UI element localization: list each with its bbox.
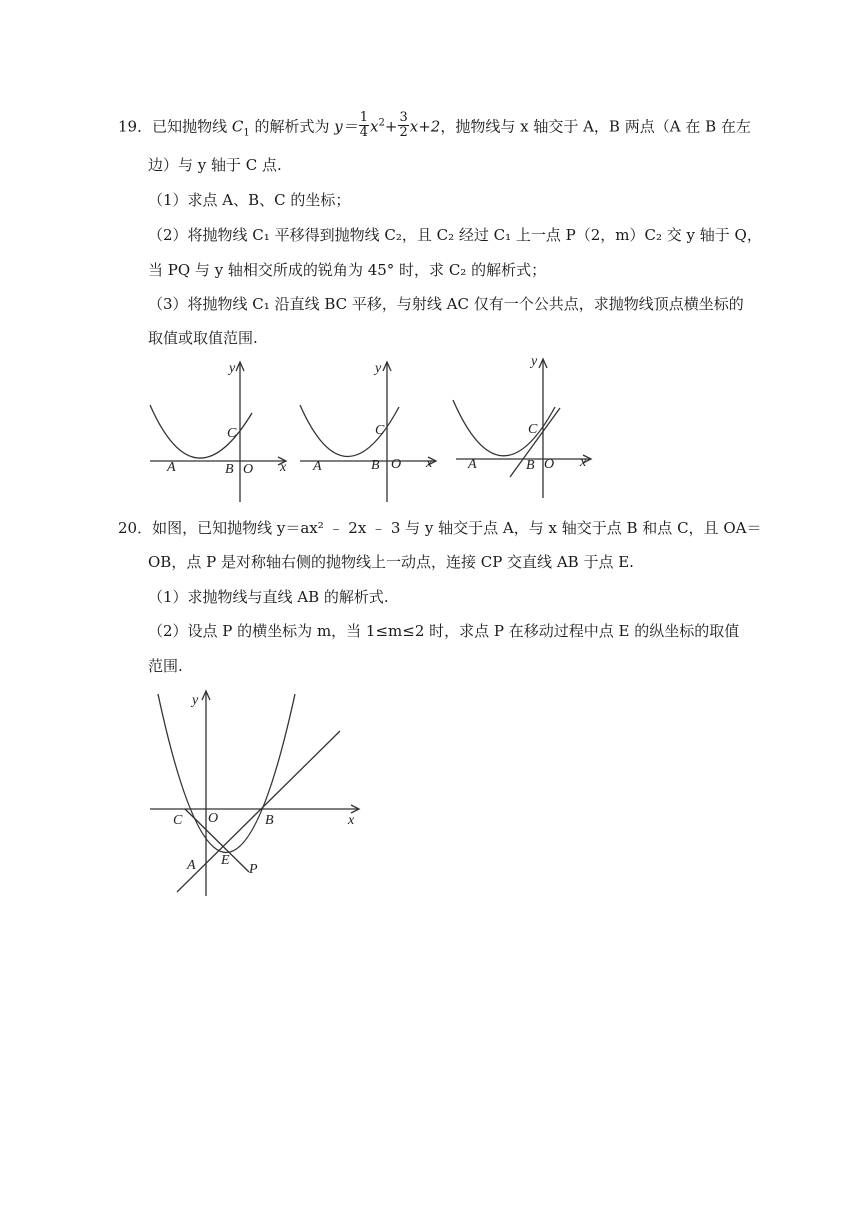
label-b: B (265, 813, 274, 828)
q20-figure (140, 686, 370, 901)
label-p: P (249, 862, 258, 877)
label-y: y (192, 693, 199, 708)
label-c: C (227, 426, 237, 441)
q19-part-3a: （3）将抛物线 C₁ 沿直线 BC 平移，与射线 AC 仅有一个公共点，求抛物线顶点横坐标的 (148, 295, 744, 313)
label-e: E (221, 853, 230, 868)
label-a: A (167, 460, 176, 475)
label-a: A (313, 459, 322, 474)
label-o: O (243, 462, 254, 477)
label-o: O (391, 457, 402, 472)
q20-line-2: OB，点 P 是对称轴右侧的抛物线上一动点，连接 CP 交直线 AB 于点 E. (148, 553, 634, 571)
label-y: y (375, 361, 382, 376)
q19-number: 19． (118, 117, 153, 136)
q19-part-3b: 取值或取值范围. (148, 329, 258, 347)
label-o: O (544, 457, 555, 472)
q20-part-2b: 范围. (148, 657, 183, 675)
label-c: C (528, 422, 538, 437)
q19-line-2: 边）与 y 轴于 C 点. (148, 156, 282, 174)
label-a: A (187, 858, 196, 873)
label-o: O (208, 811, 219, 826)
q19-part-2b: 当 PQ 与 y 轴相交所成的锐角为 45° 时，求 C₂ 的解析式； (148, 261, 547, 279)
label-x: x (280, 460, 287, 475)
q19-figure-2 (295, 355, 445, 505)
label-c: C (173, 813, 183, 828)
fraction-one-quarter: $\frac{1}{4}$ (359, 110, 369, 140)
label-b: B (371, 458, 380, 473)
label-x: x (426, 456, 433, 471)
label-b: B (225, 462, 234, 477)
label-x: x (348, 813, 355, 828)
q19-figure-3 (448, 350, 598, 500)
q20-number: 20． (118, 519, 153, 537)
label-c: C (375, 423, 385, 438)
q19-figure-1 (145, 355, 295, 505)
q20-part-1: （1）求抛物线与直线 AB 的解析式. (148, 588, 389, 606)
label-a: A (468, 457, 477, 472)
label-y: y (531, 354, 538, 369)
q19-part-2a: （2）将抛物线 C₁ 平移得到抛物线 C₂，且 C₂ 经过 C₁ 上一点 P（2，m）C₂ 交 y 轴于 Q， (148, 226, 762, 244)
q20-part-2a: （2）设点 P 的横坐标为 m，当 1≤m≤2 时，求点 P 在移动过程中点 E 的纵坐标的取值 (148, 622, 740, 640)
q19-part-1: （1）求点 A、B、C 的坐标； (148, 191, 351, 209)
label-b: B (526, 458, 535, 473)
label-x: x (580, 455, 587, 470)
q19-line-1: 19．已知抛物线 $C_1$ 的解析式为 y＝ $\frac{1}{4}$ $x^2+$ $\frac{3}{2}$ x+2，抛物线与 x 轴交于 A，B 两点（A 在 B 在左 (118, 110, 751, 140)
fraction-three-halves: $\frac{3}{2}$ (399, 110, 408, 140)
q20-line-1: 20．如图，已知抛物线 y＝ax² ﹣ 2x ﹣ 3 与 y 轴交于点 A，与 x 轴交于点 B 和点 C，且 OA＝ (118, 519, 762, 537)
label-y: y (229, 361, 236, 376)
